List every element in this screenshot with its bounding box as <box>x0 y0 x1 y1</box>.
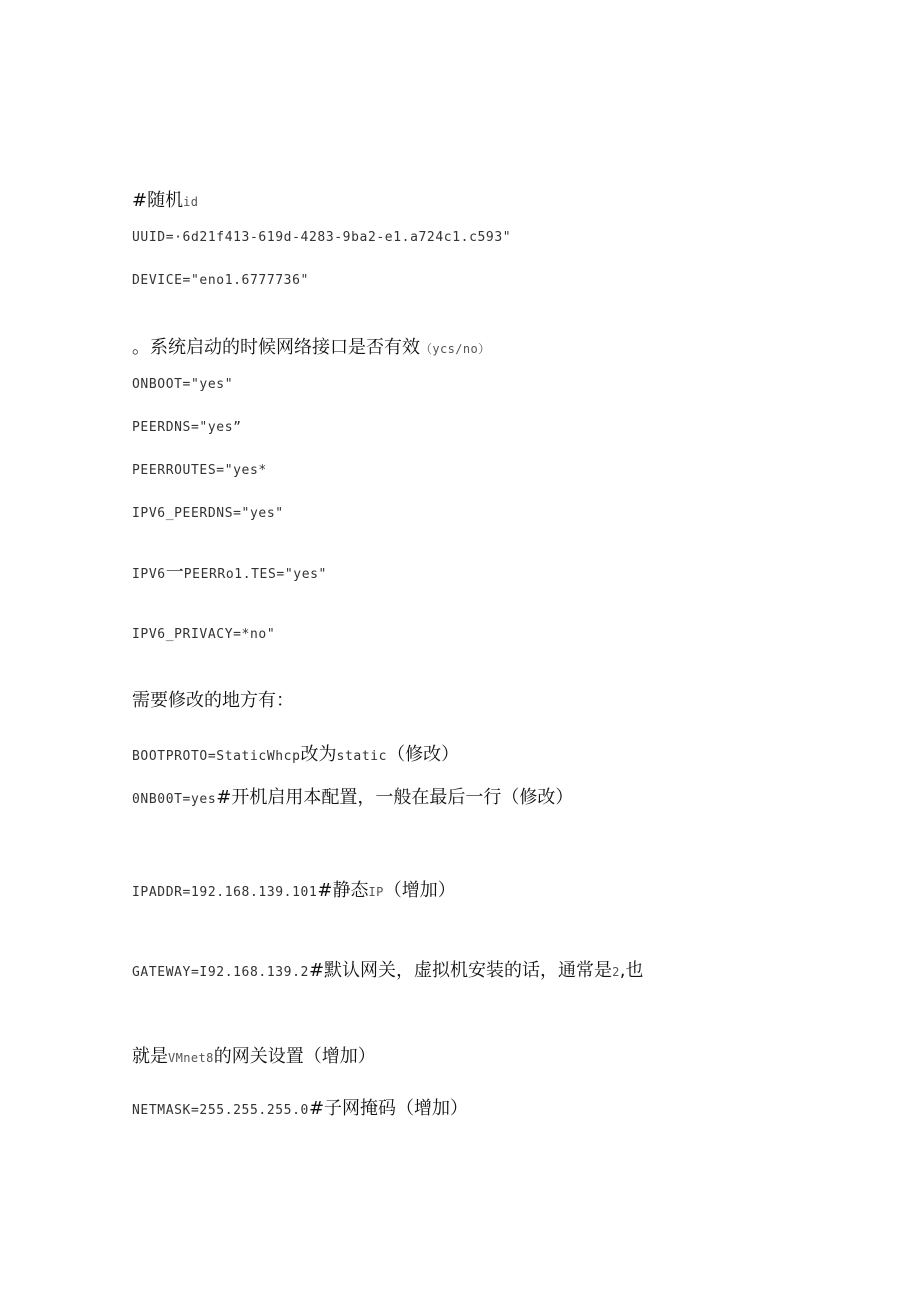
comment-text: 。系统启动的时候网络接口是否有效 <box>132 337 420 358</box>
cjk-text: （增加） <box>383 880 456 901</box>
code-text: static <box>336 749 388 764</box>
peerdns-line: PEERDNS="yes” <box>132 420 242 435</box>
cjk-text: #静态 <box>317 880 369 901</box>
uuid-line: UUID=·6d21f413-619d-4283-9ba2-e1.a724c1.c593" <box>132 230 512 245</box>
comment-text: #随机 <box>132 190 184 211</box>
comment-random-id <box>132 186 198 212</box>
code-text: 0NB00T=yes <box>132 792 217 807</box>
bootproto-line <box>132 740 459 766</box>
ipv6-peerroutes-line <box>132 558 327 584</box>
code-text: IP <box>368 885 384 899</box>
cjk-text: #子网掩码（增加） <box>308 1098 469 1119</box>
cjk-text: ,也 <box>619 960 644 981</box>
gateway-line <box>132 956 643 982</box>
ipv6-peerdns-line: IPV6_PEERDNS="yes" <box>132 506 284 521</box>
comment-code: （ycs∕no） <box>420 342 491 356</box>
code-text: 2 <box>612 965 620 979</box>
cjk-text: （修改） <box>387 744 460 765</box>
code-text: IPV6 <box>132 567 166 582</box>
code-text: BOOTPROTO=StaticWhcp <box>132 749 301 764</box>
cjk-text: #默认网关，虚拟机安装的话，通常是 <box>308 960 613 981</box>
vmnet8-line <box>132 1042 376 1068</box>
netmask-line <box>132 1094 468 1120</box>
section-heading: 需要修改的地方有： <box>132 690 294 711</box>
peerroutes-line: PEERROUTES="yes* <box>132 463 267 478</box>
comment-code: id <box>183 195 199 209</box>
cjk-text: 的网关设置（增加） <box>213 1046 376 1067</box>
code-text: GATEWAY=I92.168.139.2 <box>132 965 309 980</box>
comment-onboot <box>132 333 491 359</box>
onboot-line: ONBOOT="yes" <box>132 377 234 392</box>
onboot-modify-line <box>132 783 573 809</box>
code-text: NETMASK=255.255.255.0 <box>132 1103 309 1118</box>
cjk-text: 改为 <box>300 744 337 765</box>
code-text: PEERRo1.TES="yes" <box>183 567 327 582</box>
cjk-text: 就是 <box>132 1046 168 1067</box>
code-text: IPADDR=192.168.139.101 <box>132 885 318 900</box>
cjk-text: #开机启用本配置，一般在最后一行（修改） <box>216 787 574 808</box>
ipv6-privacy-line: IPV6_PRIVACY=*no" <box>132 627 276 642</box>
device-line: DEVICE="eno1.6777736" <box>132 273 309 288</box>
ipaddr-line <box>132 876 456 902</box>
dash-text: 一 <box>165 562 184 583</box>
code-text: VMnet8 <box>168 1051 214 1065</box>
